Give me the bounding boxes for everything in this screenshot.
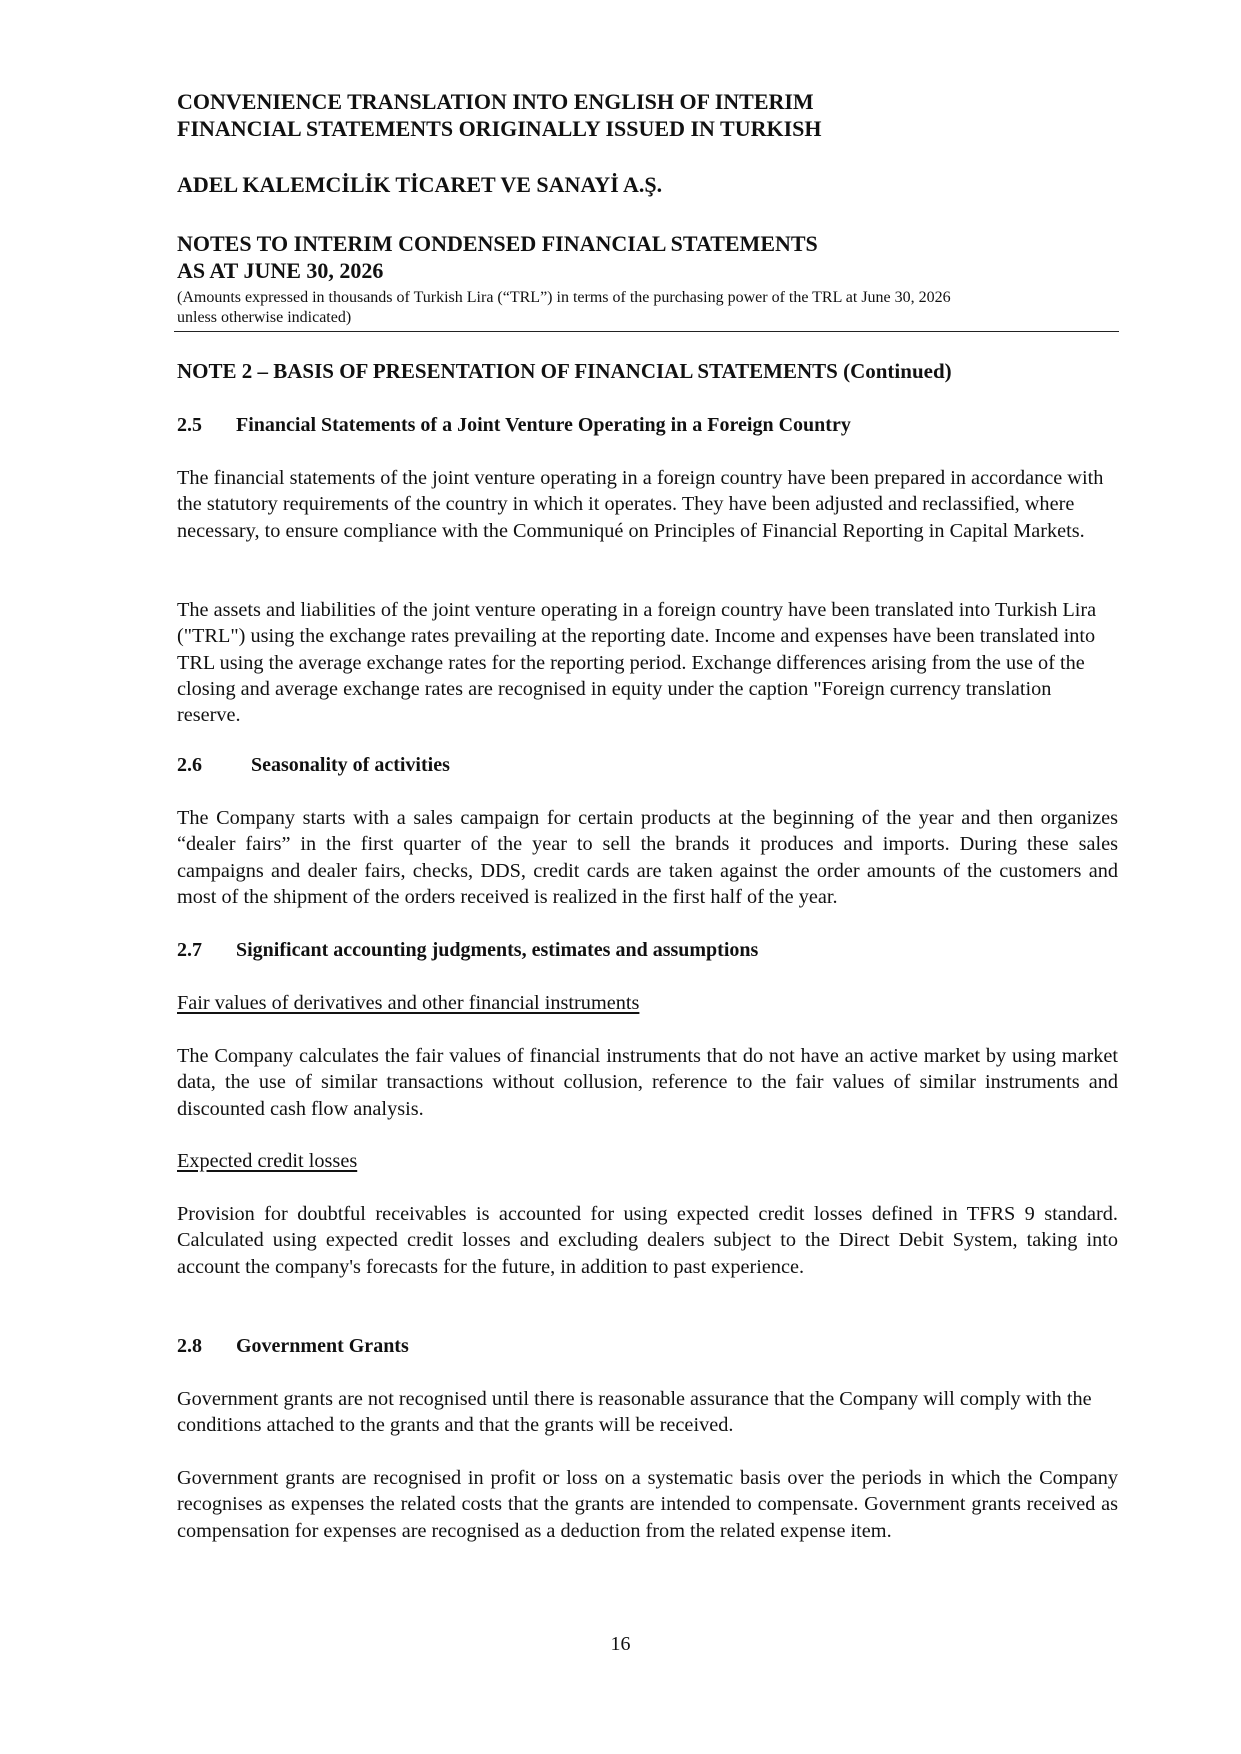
header-divider — [174, 331, 1119, 332]
header-line-2: FINANCIAL STATEMENTS ORIGINALLY ISSUED IN TURKISH — [177, 116, 822, 141]
section-2-5-paragraph-1: The financial statements of the joint venture operating in a foreign country have been prepared in accordance with the statutory requirements of the country in which it operates. They have been adjusted and reclassified, where necessary, to ensure compliance with the Communiqué on Principles of Financial Reporting in Capital Markets. — [177, 467, 1104, 542]
notes-title: NOTES TO INTERIM CONDENSED FINANCIAL STATEMENTS — [177, 231, 818, 256]
subheading-fair-values: Fair values of derivatives and other financial instruments — [177, 992, 640, 1014]
company-name: ADEL KALEMCİLİK TİCARET VE SANAYİ A.Ş. — [177, 172, 663, 197]
section-2-7-paragraph-1: The Company calculates the fair values of financial instruments that do not have an active market by using market data, the use of similar transactions without collusion, reference to the fair values of similar instruments and discounted cash flow analysis. — [177, 1045, 1118, 1120]
section-2-6-paragraph-1: The Company starts with a sales campaign for certain products at the beginning of the year and then organizes “dealer fairs” in the first quarter of the year to sell the brands it produces and imports. During these sales campaigns and dealer fairs, checks, DDS, credit cards are taken against the order amounts of the customers and most of the shipment of the orders received is realized in the first half of the year. — [177, 807, 1118, 908]
section-2-6-heading — [177, 752, 450, 778]
section-number: 2.6 — [177, 754, 202, 776]
section-number: 2.5 — [177, 414, 202, 436]
units-note — [177, 288, 1107, 328]
subheading-expected-credit-losses: Expected credit losses — [177, 1150, 358, 1172]
section-title: Seasonality of activities — [251, 754, 450, 776]
section-2-7-paragraph-2: Provision for doubtful receivables is accounted for using expected credit losses defined in TFRS 9 standard. Calculated using expected credit losses and excluding dealers subject to the Direct Debit System, taking into account the company's forecasts for the future, in addition to past experience. — [177, 1203, 1118, 1278]
note-title: NOTE 2 – BASIS OF PRESENTATION OF FINANCIAL STATEMENTS (Continued) — [177, 359, 952, 383]
section-title: Significant accounting judgments, estimates and assumptions — [236, 939, 759, 961]
as-at-date: AS AT JUNE 30, 2026 — [177, 258, 384, 283]
units-note-line-2: unless otherwise indicated) — [177, 309, 352, 326]
page-number: 16 — [610, 1633, 631, 1655]
section-number: 2.8 — [177, 1335, 202, 1357]
units-note-line-1: (Amounts expressed in thousands of Turkish Lira (“TRL”) in terms of the purchasing power of the TRL at June 30, 2026 — [177, 289, 951, 306]
section-title: Government Grants — [236, 1335, 409, 1357]
section-2-5-paragraph-2: The assets and liabilities of the joint venture operating in a foreign country have been translated into Turkish Lira ("TRL") using the exchange rates prevailing at the reporting date. Income and expenses have been translated into TRL using the average exchange rates for the reporting period. Exchange differences arising from the use of the closing and average exchange rates are recognised in equity under the caption "Foreign currency translation reserve. — [177, 599, 1097, 727]
section-number: 2.7 — [177, 939, 202, 961]
section-2-8-paragraph-1: Government grants are not recognised until there is reasonable assurance that the Company will comply with the conditions attached to the grants and that the grants will be received. — [177, 1388, 1092, 1437]
section-2-8-paragraph-2: Government grants are recognised in profit or loss on a systematic basis over the periods in which the Company recognises as expenses the related costs that the grants are intended to compensate. Government grants received as compensation for expenses are recognised as a deduction from the related expense item. — [177, 1467, 1118, 1542]
section-2-7-heading — [177, 937, 758, 963]
header-line-1: CONVENIENCE TRANSLATION INTO ENGLISH OF INTERIM — [177, 89, 814, 114]
section-2-5-heading — [177, 412, 851, 438]
section-title: Financial Statements of a Joint Venture Operating in a Foreign Country — [236, 414, 851, 436]
section-2-8-heading — [177, 1333, 409, 1359]
